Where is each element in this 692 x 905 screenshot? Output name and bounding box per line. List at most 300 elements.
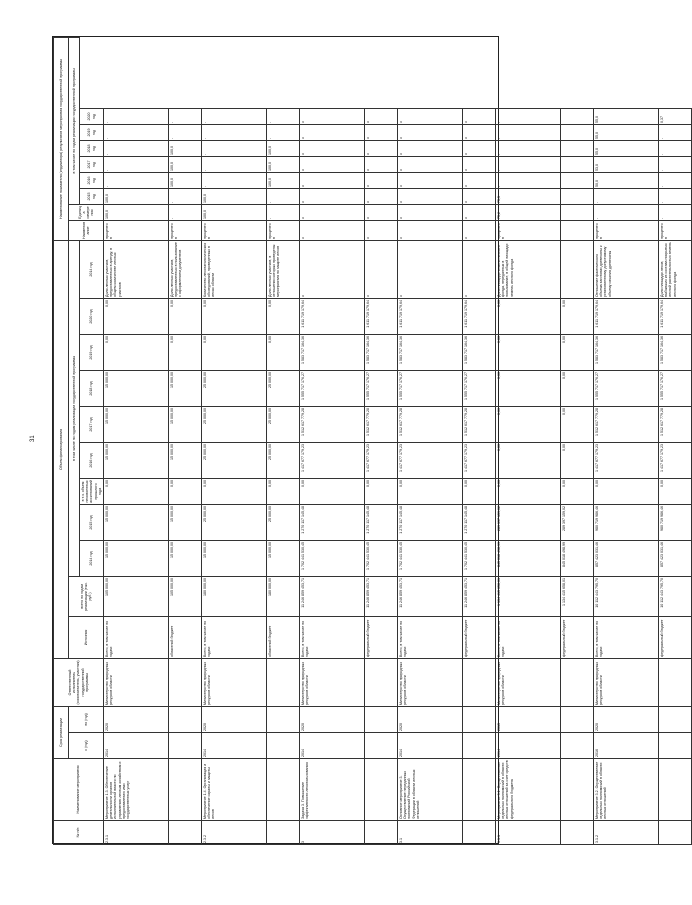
- header-v-y2017: 2017 год: [80, 156, 104, 172]
- cell-indicator: x: [398, 240, 463, 298]
- cell-y2016: 1 417 677 179,23: [659, 442, 692, 478]
- table-row-8: [496, 38, 561, 845]
- cell-unit: процентов: [267, 220, 300, 240]
- cell-start: [463, 733, 496, 759]
- cell-y2020: 0,00: [202, 298, 267, 334]
- header-y2020: 2020 год: [80, 298, 104, 334]
- cell-y2014: 845 018 498,99: [496, 540, 561, 576]
- cell-source: федеральный бюджет: [561, 616, 594, 658]
- cell-value-2016: [561, 172, 594, 188]
- cell-source: федеральный бюджет: [463, 616, 496, 658]
- cell-y2014: 15 000,00: [169, 540, 202, 576]
- table-row-5: [365, 38, 398, 845]
- cell-value-2017: -: [659, 156, 692, 172]
- cell-total: 105 000,00: [104, 576, 169, 616]
- cell-end: 2020: [594, 706, 659, 732]
- cell-value-2016: -: [104, 172, 169, 188]
- cell-y2017: 1 512 617 779,28: [300, 406, 365, 442]
- cell-y2016: 0,00: [496, 442, 561, 478]
- cell-y2015: 289 397 159,02: [496, 504, 561, 540]
- cell-value-2018: -: [104, 140, 169, 156]
- header-y2018: 2018 год: [80, 370, 104, 406]
- program-table: [53, 37, 692, 845]
- cell-value-2016: x: [398, 172, 463, 188]
- cell-value-2020: -: [169, 108, 202, 124]
- cell-y2014: 1 702 441 530,45: [300, 540, 365, 576]
- cell-num: [267, 821, 300, 845]
- cell-total: 11 246 859 453,71: [365, 576, 398, 616]
- cell-num: [463, 821, 496, 845]
- cell-indicator: Доля лесных участков, предоставленных в пользование с оформлением документов: [169, 240, 202, 298]
- cell-y2020: 0,00: [561, 298, 594, 334]
- cell-y2020: 1 611 719 179,64: [463, 298, 496, 334]
- cell-num: [365, 821, 398, 845]
- cell-name: Мероприятие 1.4. Организация и обеспечение охраны и защиты лесов: [202, 759, 267, 821]
- cell-value-2018: 100,0: [267, 140, 300, 156]
- cell-name: Задача 3. Повышение эффективности лесопользования: [300, 759, 365, 821]
- cell-value-2015: 100,0: [202, 188, 267, 204]
- cell-y2016: 1 417 677 179,23: [463, 442, 496, 478]
- cell-source: Всего, в том числе по годам:: [594, 616, 659, 658]
- cell-value-2018: x: [365, 140, 398, 156]
- cell-indicator: x: [463, 240, 496, 298]
- cell-share: 0,00: [659, 478, 692, 504]
- cell-value-2019: -: [202, 124, 267, 140]
- cell-y2014: 15 000,00: [202, 540, 267, 576]
- cell-unit: процентов: [202, 220, 267, 240]
- cell-value-2016: x: [365, 172, 398, 188]
- cell-y2016: 1 417 677 179,23: [365, 442, 398, 478]
- header-by-years: в том числе по годам реализации государственной программы: [69, 240, 80, 576]
- cell-value-2018: 55,0: [594, 140, 659, 156]
- cell-responsible: [463, 658, 496, 706]
- header-end: по (год): [69, 706, 104, 732]
- cell-num: [169, 821, 202, 845]
- cell-value-2017: [561, 156, 594, 172]
- cell-total: 1 134 415 658,01: [561, 576, 594, 616]
- table-row-10: [594, 38, 659, 845]
- cell-y2017: 1 512 617 779,28: [659, 406, 692, 442]
- cell-value-2020: x: [463, 108, 496, 124]
- cell-y2016: 25 000,00: [267, 442, 300, 478]
- cell-y2017: 15 000,00: [169, 406, 202, 442]
- cell-value-2017: 100,0: [267, 156, 300, 172]
- cell-share: 0,00: [463, 478, 496, 504]
- cell-value-2018: 100,0: [169, 140, 202, 156]
- header-total: всего по годам реализации (тыс. руб.): [69, 576, 104, 616]
- cell-unit: x: [463, 220, 496, 240]
- cell-name: [169, 759, 202, 821]
- cell-total: 11 246 859 453,71: [398, 576, 463, 616]
- cell-responsible: [169, 658, 202, 706]
- cell-unit: процентов: [169, 220, 202, 240]
- cell-num: 2.3.2: [202, 821, 267, 845]
- cell-y2018: 1 555 717 176,27: [594, 370, 659, 406]
- cell-indicator: Отношение фактического объема заготовки древесины к установленному допустимому объему изъятия древесины: [594, 240, 659, 298]
- header-unit: Единица измерения: [69, 204, 104, 220]
- cell-value-2019: x: [300, 124, 365, 140]
- cell-y2020: 1 611 719 179,64: [594, 298, 659, 334]
- cell-responsible: Министерство природных ресурсов области: [496, 658, 561, 706]
- cell-y2017: 25 000,00: [202, 406, 267, 442]
- table-row-3: [267, 38, 300, 845]
- cell-value-2016: 100,0: [169, 172, 202, 188]
- table-row-6: [398, 38, 463, 845]
- cell-unit: [561, 220, 594, 240]
- cell-y2020: 0,00: [104, 298, 169, 334]
- cell-start: 2016: [594, 733, 659, 759]
- cell-value-2019: x: [365, 124, 398, 140]
- cell-source: областной бюджет: [169, 616, 202, 658]
- header-v-y2018: 2018 год: [80, 140, 104, 156]
- cell-y2019: 0,00: [496, 334, 561, 370]
- cell-value-2016: x: [463, 172, 496, 188]
- cell-unit: процентов: [659, 220, 692, 240]
- cell-end: 2020: [202, 706, 267, 732]
- cell-y2017: 25 000,00: [267, 406, 300, 442]
- cell-value-2018: -: [202, 140, 267, 156]
- cell-y2015: 1 270 117 145,48: [463, 504, 496, 540]
- cell-y2017: 0,00: [496, 406, 561, 442]
- header-indicator-name: Наименование: [69, 220, 104, 240]
- cell-total: 105 000,00: [169, 576, 202, 616]
- cell-unit: x: [398, 220, 463, 240]
- cell-total: 11 246 859 453,71: [300, 576, 365, 616]
- cell-value-2020: -: [202, 108, 267, 124]
- cell-y2019: 1 583 717 164,36: [398, 334, 463, 370]
- cell-value-2016: -: [659, 172, 692, 188]
- header-v-y2015: 2015 год: [80, 188, 104, 204]
- cell-value-2015: 75,5: [496, 188, 561, 204]
- cell-indicator: Доля площади земель лесного фонда, переданных в пользование, в общей площади земель лесного фонда: [496, 240, 561, 298]
- cell-responsible: Министерство природных ресурсов области: [300, 658, 365, 706]
- cell-value-2019: x: [463, 124, 496, 140]
- cell-end: [659, 706, 692, 732]
- cell-value-2020: [561, 108, 594, 124]
- header-responsible: Ответственный исполнитель (соисполнитель, участник) государственной программы: [54, 658, 104, 706]
- cell-y2018: 1 555 717 176,27: [463, 370, 496, 406]
- cell-source: Всего, в том числе по годам:: [398, 616, 463, 658]
- cell-source: Всего, в том числе по годам:: [104, 616, 169, 658]
- cell-y2017: 0,00: [561, 406, 594, 442]
- cell-y2019: 1 583 717 164,36: [463, 334, 496, 370]
- cell-value-2015: x: [300, 188, 365, 204]
- cell-value-2020: -: [104, 108, 169, 124]
- cell-start: 2014: [398, 733, 463, 759]
- cell-value-2019: [561, 124, 594, 140]
- cell-total: 10 112 443 795,70: [594, 576, 659, 616]
- cell-y2019: 1 583 717 164,36: [365, 334, 398, 370]
- cell-value-2014: 100,0: [202, 204, 267, 220]
- cell-value-2016: -: [202, 172, 267, 188]
- cell-y2017: 1 512 617 779,28: [398, 406, 463, 442]
- cell-end: 2020: [398, 706, 463, 732]
- cell-end: 2020: [300, 706, 365, 732]
- cell-y2018: 1 555 717 176,27: [398, 370, 463, 406]
- cell-y2015: 1 270 117 145,48: [365, 504, 398, 540]
- cell-y2020: 1 611 719 179,64: [365, 298, 398, 334]
- cell-y2018: 1 555 717 176,27: [659, 370, 692, 406]
- cell-value-2019: x: [398, 124, 463, 140]
- cell-num: [561, 821, 594, 845]
- cell-responsible: [365, 658, 398, 706]
- cell-value-2015: x: [365, 188, 398, 204]
- cell-start: [267, 733, 300, 759]
- cell-value-2020: 0,37: [659, 108, 692, 124]
- cell-responsible: [659, 658, 692, 706]
- cell-y2014: 15 000,00: [104, 540, 169, 576]
- page-number: 31: [30, 435, 36, 442]
- cell-y2020: 1 611 719 179,64: [300, 298, 365, 334]
- cell-responsible: Министерство природных ресурсов области: [202, 658, 267, 706]
- cell-y2018: 1 555 717 176,27: [365, 370, 398, 406]
- table-row-11: [659, 38, 692, 845]
- cell-value-2015: -: [267, 188, 300, 204]
- cell-share: 0,00: [496, 478, 561, 504]
- cell-y2017: 1 512 617 779,28: [594, 406, 659, 442]
- cell-y2017: 1 512 617 779,28: [463, 406, 496, 442]
- table-row-1: [169, 38, 202, 845]
- header-y2016: 2016 год: [80, 442, 104, 478]
- cell-indicator: Доля лесных участков, в отношении которых проведены мероприятия по защите лесов: [267, 240, 300, 298]
- cell-y2017: 15 000,00: [104, 406, 169, 442]
- cell-y2017: 1 512 617 779,28: [365, 406, 398, 442]
- cell-end: [267, 706, 300, 732]
- cell-y2015: 25 000,00: [202, 504, 267, 540]
- cell-value-2020: x: [365, 108, 398, 124]
- cell-num: [659, 821, 692, 845]
- cell-y2019: 0,00: [267, 334, 300, 370]
- cell-y2016: 1 417 677 179,23: [300, 442, 365, 478]
- cell-y2015: 1 270 117 145,48: [398, 504, 463, 540]
- cell-share: 0,00: [104, 478, 169, 504]
- cell-y2016: 15 000,00: [169, 442, 202, 478]
- cell-y2015: 980 719 986,46: [659, 504, 692, 540]
- cell-num: 3.1.1: [496, 821, 561, 845]
- cell-responsible: Министерство природных ресурсов области: [398, 658, 463, 706]
- cell-y2018: 1 555 717 176,27: [300, 370, 365, 406]
- cell-total: 10 112 443 795,70: [659, 576, 692, 616]
- cell-source: Всего, в том числе по годам:: [496, 616, 561, 658]
- header-start: с (год): [69, 733, 104, 759]
- cell-indicator: x: [365, 240, 398, 298]
- cell-indicator: Доля площади лесов, выбывших из состава покрытых лесной растительностью земель лесного фонда: [659, 240, 692, 298]
- cell-share: 0,00: [398, 478, 463, 504]
- header-y2014: 2014 год: [80, 540, 104, 576]
- cell-unit: x: [365, 220, 398, 240]
- cell-value-2020: -: [496, 108, 561, 124]
- cell-y2015: 25 000,00: [267, 504, 300, 540]
- cell-value-2017: 53,0: [594, 156, 659, 172]
- cell-num: 3: [300, 821, 365, 845]
- cell-value-2020: 55,0: [594, 108, 659, 124]
- table-row-9: [561, 38, 594, 845]
- cell-value-2015: -: [659, 188, 692, 204]
- cell-value-2017: -: [104, 156, 169, 172]
- cell-name: [267, 759, 300, 821]
- cell-value-2014: -: [594, 204, 659, 220]
- cell-source: федеральный бюджет: [659, 616, 692, 658]
- cell-source: федеральный бюджет: [365, 616, 398, 658]
- cell-value-2014: [561, 204, 594, 220]
- cell-y2016: 15 000,00: [104, 442, 169, 478]
- cell-y2015: 15 000,00: [104, 504, 169, 540]
- cell-value-2014: -: [169, 204, 202, 220]
- cell-value-2018: x: [398, 140, 463, 156]
- header-v-y2016: 2016 год: [80, 172, 104, 188]
- cell-value-2020: -: [267, 108, 300, 124]
- header-y2015: 2015 год: [80, 504, 104, 540]
- cell-total: 180 000,00: [202, 576, 267, 616]
- cell-responsible: [561, 658, 594, 706]
- cell-y2019: 1 583 717 164,36: [300, 334, 365, 370]
- table-row-2: [202, 38, 267, 845]
- cell-source: Всего, в том числе по годам:: [300, 616, 365, 658]
- cell-y2020: 0,00: [267, 298, 300, 334]
- cell-y2018: 0,00: [561, 370, 594, 406]
- cell-value-2015: [561, 188, 594, 204]
- cell-y2014: 1 702 441 530,45: [365, 540, 398, 576]
- cell-end: 2015: [496, 706, 561, 732]
- cell-value-2017: x: [398, 156, 463, 172]
- cell-share: 0,00: [267, 478, 300, 504]
- cell-value-2014: -: [267, 204, 300, 220]
- cell-y2014: 1 702 441 530,45: [463, 540, 496, 576]
- cell-name: Мероприятие 3.1. Осуществление отдельных полномочий в области лесных отношений за счет средств федерального бюджета: [496, 759, 561, 821]
- cell-value-2017: x: [463, 156, 496, 172]
- cell-value-2017: x: [365, 156, 398, 172]
- cell-y2014: 15 000,00: [267, 540, 300, 576]
- header-name: Наименование мероприятия: [54, 759, 104, 821]
- cell-value-2016: 50,0: [594, 172, 659, 188]
- cell-start: [169, 733, 202, 759]
- cell-source: Всего, в том числе по годам:: [202, 616, 267, 658]
- cell-value-2015: -: [169, 188, 202, 204]
- cell-start: 2014: [300, 733, 365, 759]
- cell-y2016: 25 000,00: [202, 442, 267, 478]
- cell-unit: процентов: [104, 220, 169, 240]
- cell-value-2015: x: [398, 188, 463, 204]
- cell-value-2018: x: [463, 140, 496, 156]
- cell-unit: процентов: [594, 220, 659, 240]
- header-indicator: Наименование показателя (индикатора) результатов мероприятия государственной программы: [54, 38, 69, 241]
- cell-value-2019: -: [496, 124, 561, 140]
- cell-name: [561, 759, 594, 821]
- cell-total: 11 246 859 453,71: [463, 576, 496, 616]
- cell-y2019: 0,00: [561, 334, 594, 370]
- cell-value-2016: -: [496, 172, 561, 188]
- cell-share: 0,00: [169, 478, 202, 504]
- cell-start: [561, 733, 594, 759]
- cell-share: 0,00: [300, 478, 365, 504]
- cell-y2018: 0,00: [496, 370, 561, 406]
- header-y2017: 2017 год: [80, 406, 104, 442]
- cell-name: Мероприятие 1.3. Обеспечение деятельности органов исполнительной власти по управлению лесным хозяйством и предоставлению ими государственных услуг: [104, 759, 169, 821]
- table-body: [104, 38, 692, 845]
- cell-start: 2014: [496, 733, 561, 759]
- cell-value-2019: 55,0: [594, 124, 659, 140]
- cell-start: 2014: [104, 733, 169, 759]
- cell-unit: процентов: [496, 220, 561, 240]
- header-period: Срок реализации: [54, 706, 69, 758]
- cell-y2018: 25 000,00: [267, 370, 300, 406]
- cell-y2020: 1 611 719 179,64: [659, 298, 692, 334]
- header-financing: Объем финансирования: [54, 240, 69, 658]
- cell-name: [365, 759, 398, 821]
- cell-total: 1 134 415 658,01: [496, 576, 561, 616]
- cell-value-2015: x: [463, 188, 496, 204]
- cell-source: областной бюджет: [267, 616, 300, 658]
- cell-y2018: 25 000,00: [202, 370, 267, 406]
- cell-responsible: Министерство природных ресурсов области: [594, 658, 659, 706]
- rotated-table-frame: [52, 36, 677, 844]
- cell-name: [659, 759, 692, 821]
- cell-y2019: 0,00: [169, 334, 202, 370]
- table-row-0: [104, 38, 169, 845]
- cell-name: [463, 759, 496, 821]
- cell-y2016: 1 417 677 179,23: [398, 442, 463, 478]
- cell-value-2014: x: [463, 204, 496, 220]
- cell-value-2017: 100,0: [169, 156, 202, 172]
- cell-y2018: 15 000,00: [104, 370, 169, 406]
- cell-end: [561, 706, 594, 732]
- cell-indicator: x: [300, 240, 365, 298]
- header-v-y2020: 2020 год: [80, 108, 104, 124]
- cell-indicator: Количество лесопатологических обследований, проведенных в лесах области: [202, 240, 267, 298]
- cell-value-2018: -: [659, 140, 692, 156]
- cell-y2014: 857 423 031,46: [659, 540, 692, 576]
- header-share: в т.ч. объем неосвоенных ассигнований прошлого года: [81, 480, 102, 503]
- cell-y2016: 0,00: [561, 442, 594, 478]
- cell-value-2017: -: [496, 156, 561, 172]
- landscape-sheet: [53, 37, 677, 845]
- cell-value-2020: x: [300, 108, 365, 124]
- cell-unit: x: [300, 220, 365, 240]
- cell-value-2014: 75,2: [496, 204, 561, 220]
- cell-value-2014: x: [365, 204, 398, 220]
- cell-indicator: Доля лесных участков, предоставленных в аренду, в общем количестве лесных участков: [104, 240, 169, 298]
- cell-start: [659, 733, 692, 759]
- cell-num: 2.3.1: [104, 821, 169, 845]
- cell-value-2019: -: [267, 124, 300, 140]
- cell-start: [365, 733, 398, 759]
- cell-value-2014: 100,0: [104, 204, 169, 220]
- cell-value-2019: -: [104, 124, 169, 140]
- cell-y2020: 0,00: [496, 298, 561, 334]
- cell-y2014: 857 423 031,46: [594, 540, 659, 576]
- cell-end: [365, 706, 398, 732]
- cell-y2015: 1 270 117 145,48: [300, 504, 365, 540]
- cell-y2015: 980 719 986,46: [594, 504, 659, 540]
- cell-y2020: 0,00: [169, 298, 202, 334]
- cell-num: 3.1: [398, 821, 463, 845]
- cell-y2019: 0,00: [202, 334, 267, 370]
- cell-share: 0,00: [561, 478, 594, 504]
- header-indicator-values: в том числе по годам реализации государственной программы: [69, 38, 80, 205]
- cell-share: 0,00: [365, 478, 398, 504]
- cell-num: 3.1.2: [594, 821, 659, 845]
- cell-value-2018: [561, 140, 594, 156]
- cell-name: Основное мероприятие 3. Осуществление переданных полномочий Российской Федерации в области лесных отношений: [398, 759, 463, 821]
- cell-responsible: [267, 658, 300, 706]
- header-num: № п/п: [54, 821, 104, 845]
- header-source: Источник: [69, 616, 104, 658]
- cell-value-2018: -: [496, 140, 561, 156]
- cell-name: Мероприятие 3.2. Осуществление отдельных полномочий в области лесных отношений: [594, 759, 659, 821]
- cell-y2020: 1 611 719 179,64: [398, 298, 463, 334]
- cell-share: 0,00: [594, 478, 659, 504]
- header-v-y2019: 2019 год: [80, 124, 104, 140]
